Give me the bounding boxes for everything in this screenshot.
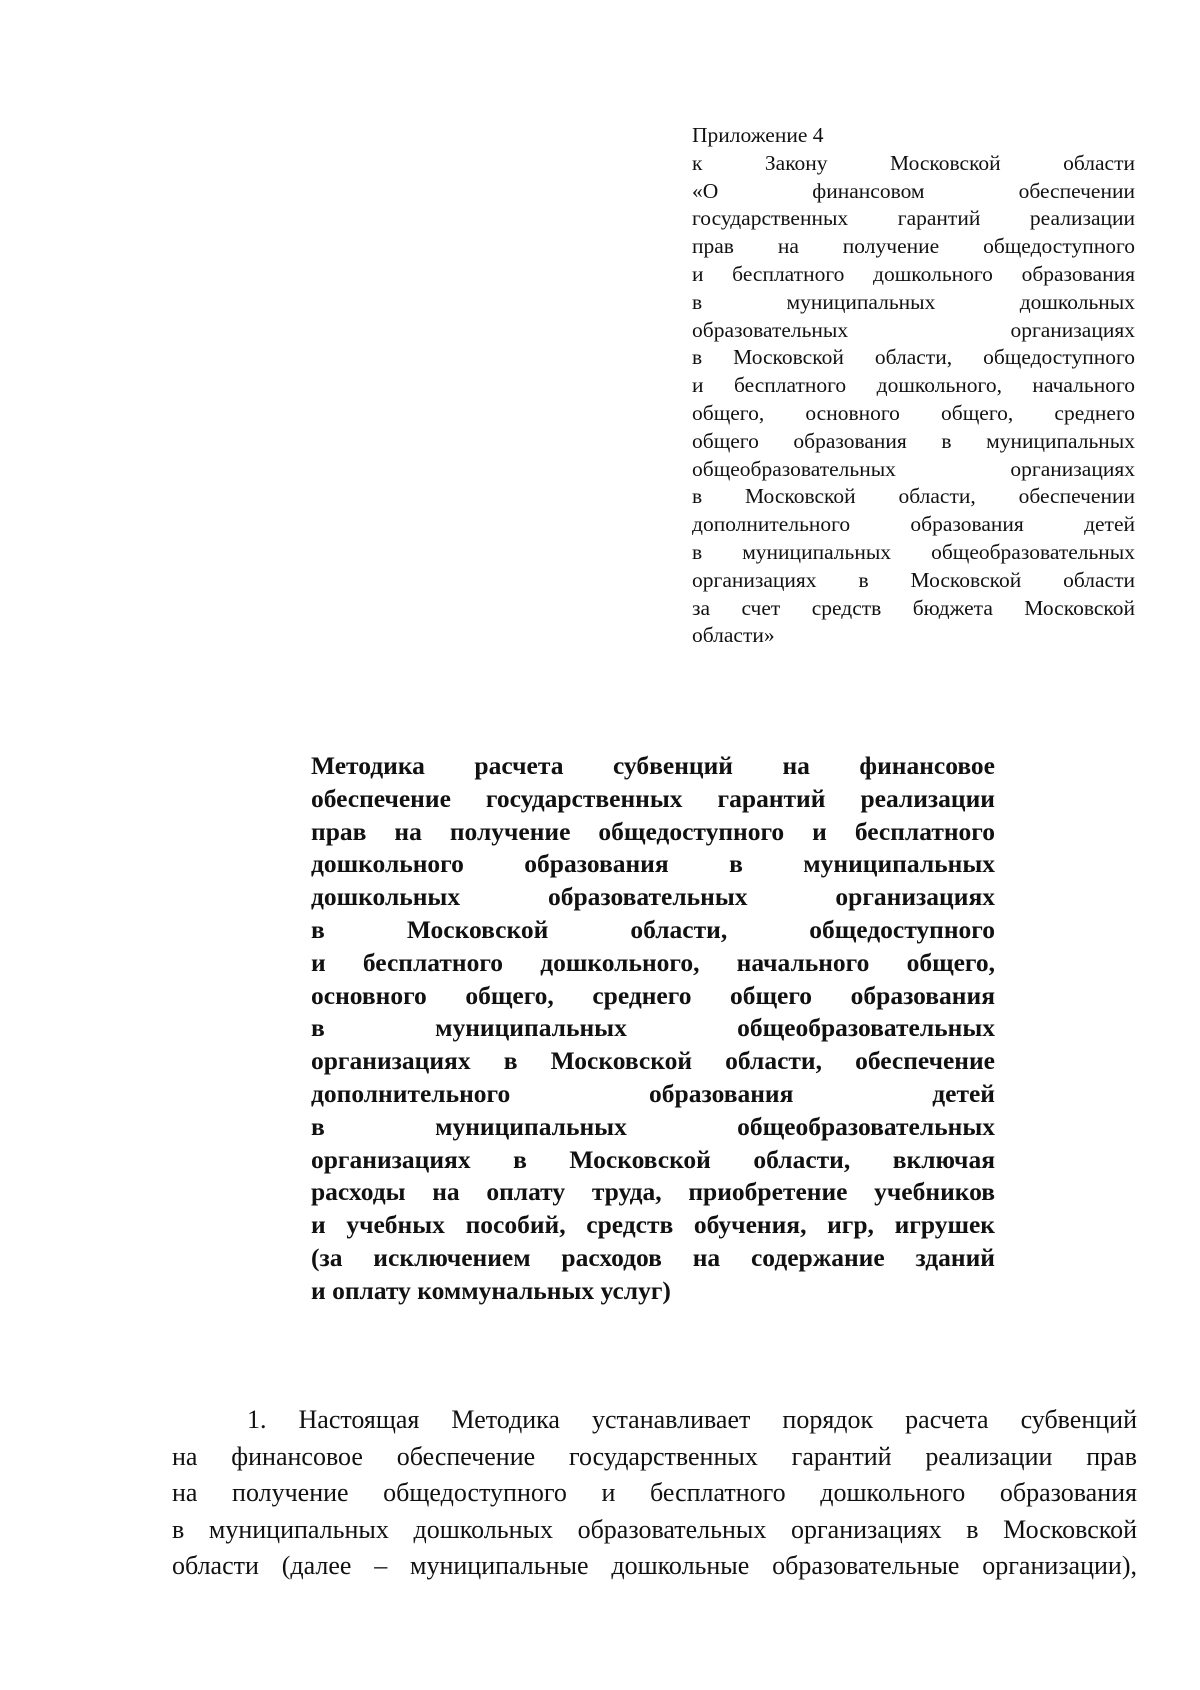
appendix-line: в Московской области, обеспечении (692, 484, 1135, 509)
title-line: расходы на оплату труда, приобретение учебников (311, 1177, 995, 1207)
appendix-line: дополнительного образования детей (692, 512, 1135, 537)
paragraph-line: в муниципальных дошкольных образовательных организациях в Московской (172, 1514, 1137, 1544)
appendix-line: в Московской области, общедоступного (692, 345, 1135, 370)
appendix-line: за счет средств бюджета Московской (692, 595, 1135, 620)
title-line: основного общего, среднего общего образования (311, 980, 995, 1010)
title-line: в муниципальных общеобразовательных (311, 1111, 995, 1141)
appendix-line: и бесплатного дошкольного, начального (692, 373, 1135, 398)
title-line: дополнительного образования детей (311, 1078, 995, 1108)
methodology-title (311, 750, 995, 1308)
title-line: обеспечение государственных гарантий реализации (311, 783, 995, 813)
paragraph-line: на финансовое обеспечение государственных гарантий реализации прав (172, 1441, 1137, 1471)
title-line: и оплату коммунальных услуг) (311, 1275, 671, 1305)
appendix-line: «О финансовом обеспечении (692, 178, 1135, 203)
title-line: (за исключением расходов на содержание зданий (311, 1242, 995, 1272)
appendix-header (692, 122, 1135, 650)
appendix-line: области» (692, 623, 775, 648)
appendix-line: прав на получение общедоступного (692, 234, 1135, 259)
appendix-line: образовательных организациях (692, 317, 1135, 342)
title-line: дошкольного образования в муниципальных (311, 849, 995, 879)
appendix-line: в муниципальных общеобразовательных (692, 539, 1135, 564)
title-line: дошкольных образовательных организациях (311, 882, 995, 912)
title-line: прав на получение общедоступного и бесплатного (311, 816, 995, 846)
appendix-line: общего образования в муниципальных (692, 428, 1135, 453)
appendix-line: общеобразовательных организациях (692, 456, 1135, 481)
title-line: в муниципальных общеобразовательных (311, 1013, 995, 1043)
appendix-line: в муниципальных дошкольных (692, 289, 1135, 314)
title-line: и учебных пособий, средств обучения, игр, игрушек (311, 1210, 995, 1240)
appendix-line: к Закону Московской области (692, 150, 1135, 175)
paragraph-1 (172, 1402, 1137, 1585)
title-line: организациях в Московской области, обеспечение (311, 1046, 995, 1076)
title-line: организациях в Московской области, включая (311, 1144, 995, 1174)
title-line: и бесплатного дошкольного, начального общего, (311, 947, 995, 977)
appendix-line: и бесплатного дошкольного образования (692, 261, 1135, 286)
title-line: в Московской области, общедоступного (311, 914, 995, 944)
appendix-title: Приложение 4 (692, 123, 824, 147)
paragraph-line: на получение общедоступного и бесплатного дошкольного образования (172, 1478, 1137, 1507)
appendix-line: общего, основного общего, среднего (692, 400, 1135, 425)
paragraph-line: области (далее – муниципальные дошкольные образовательные организации), (172, 1551, 1137, 1580)
appendix-line: организациях в Московской области (692, 567, 1135, 592)
appendix-line: государственных гарантий реализации (692, 206, 1135, 231)
title-line: Методика расчета субвенций на финансовое (311, 751, 995, 780)
paragraph-line: 1. Настоящая Методика устанавливает порядок расчета субвенций (247, 1405, 1137, 1434)
